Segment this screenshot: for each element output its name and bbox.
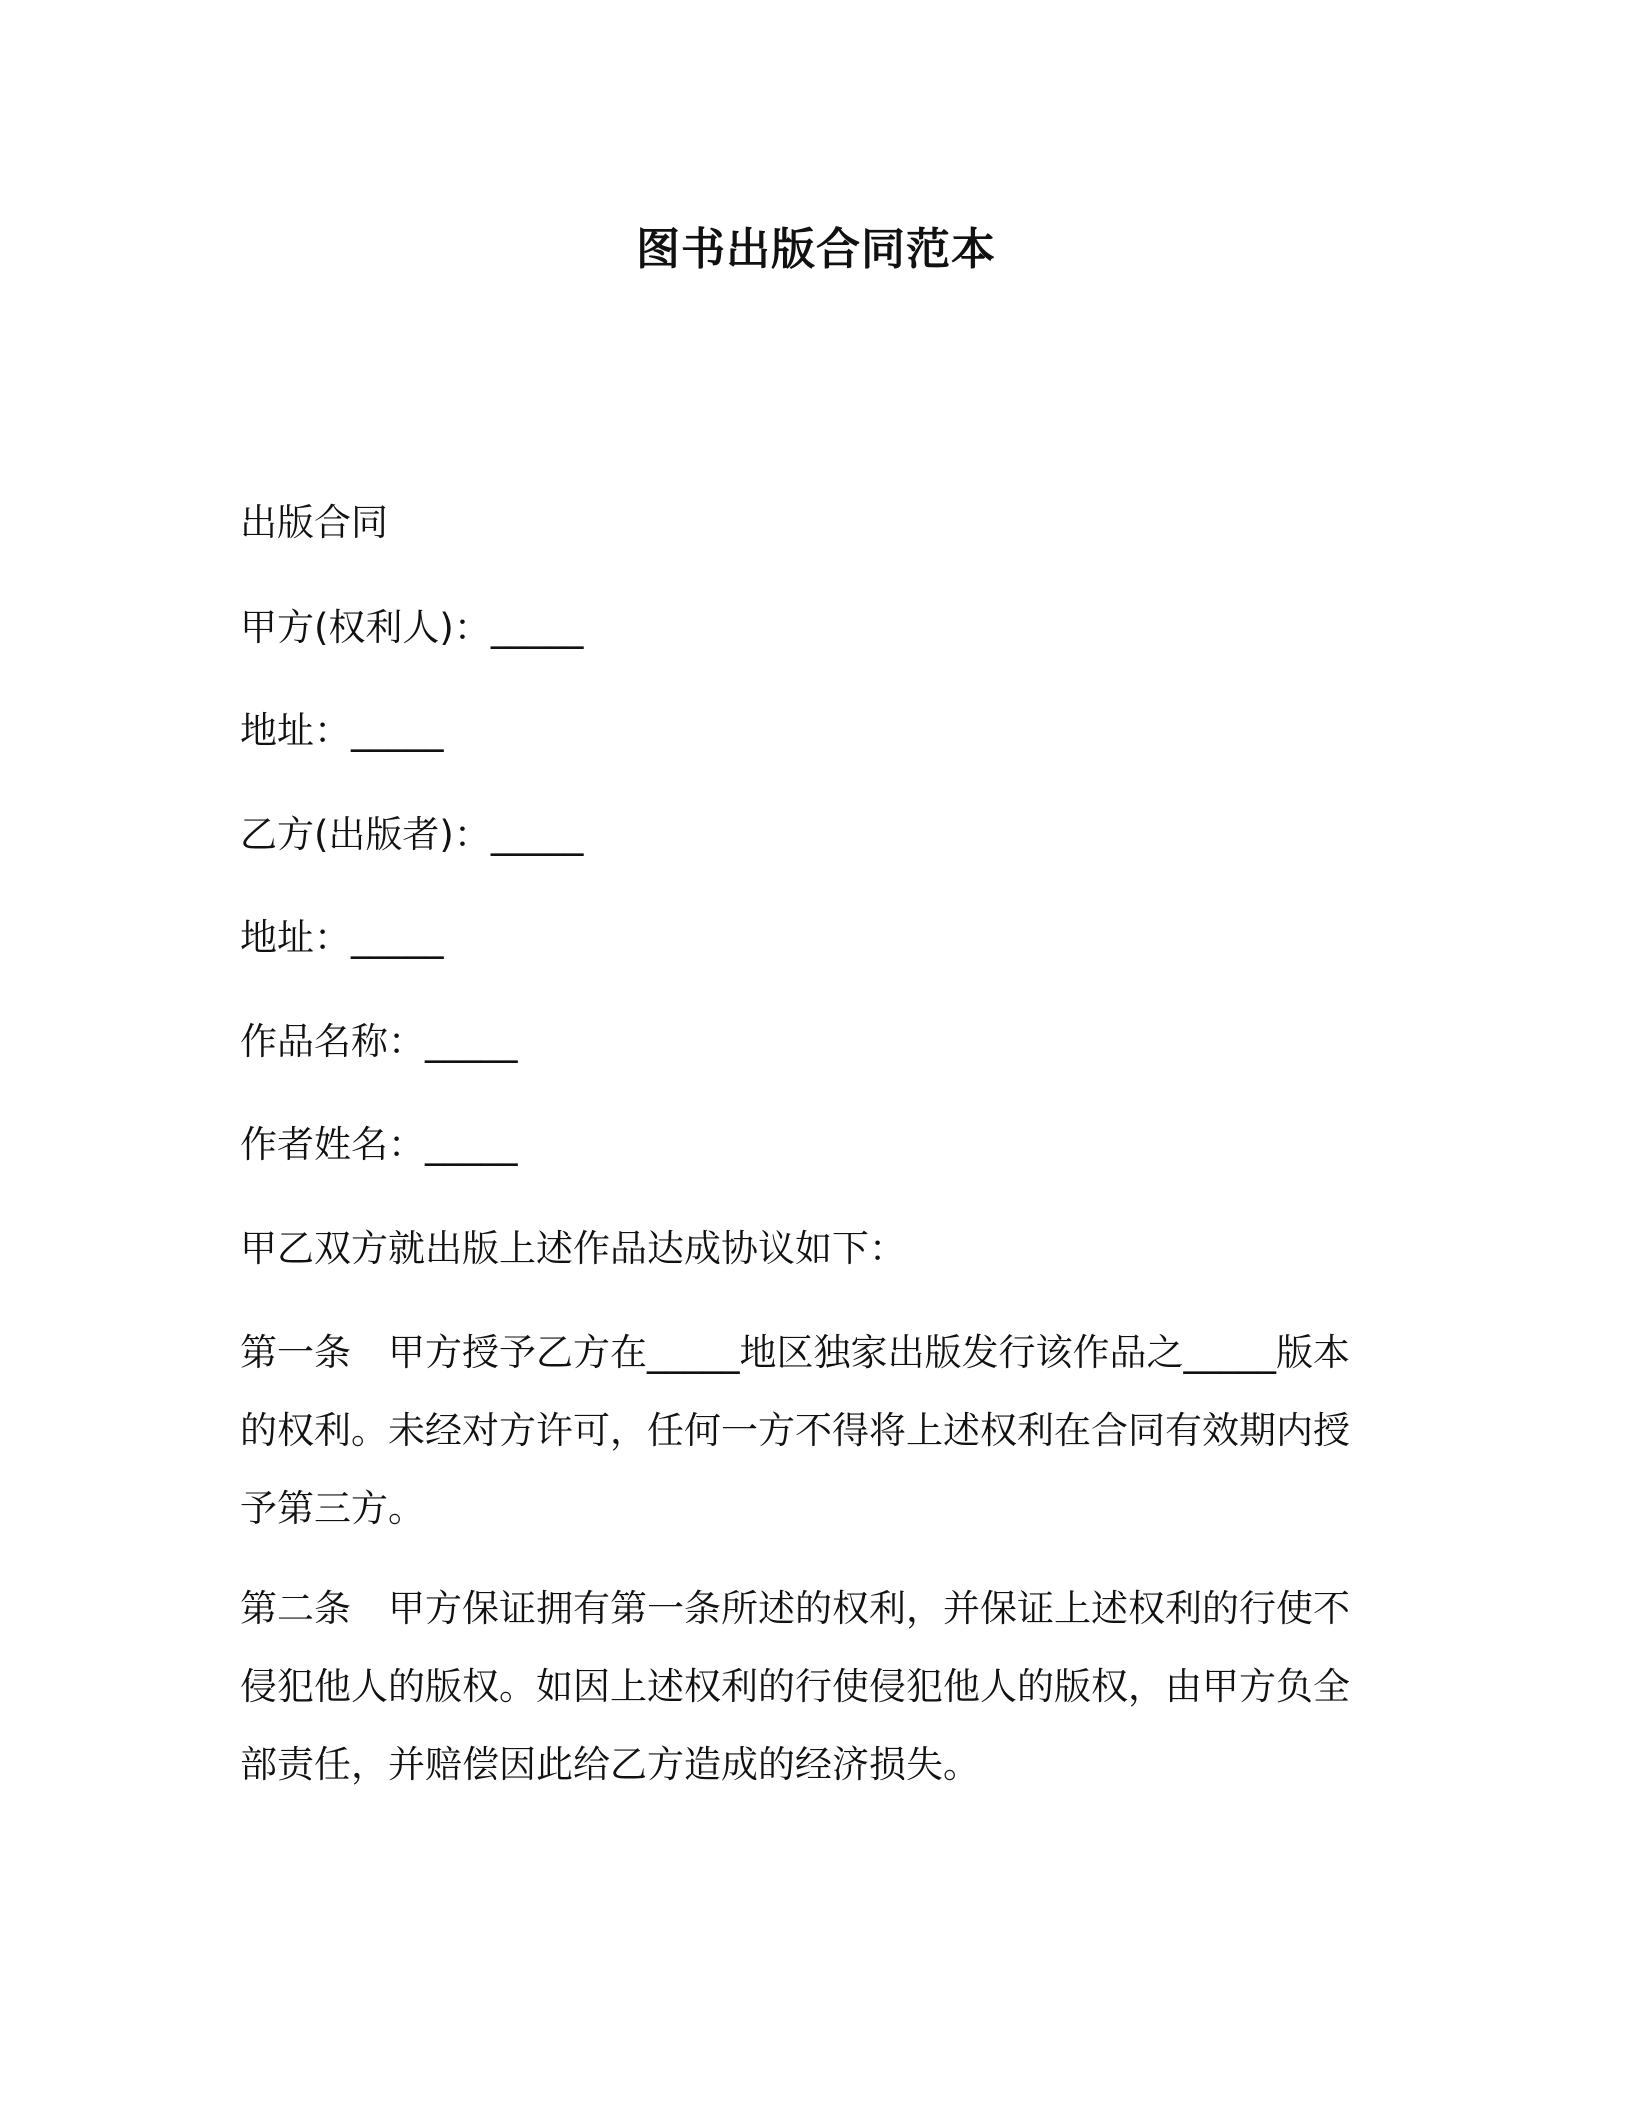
article-2-line-3: 部责任，并赔偿因此给乙方造成的经济损失。 xyxy=(240,1743,980,1786)
article-2-line-2: 侵犯他人的版权。如因上述权利的行使侵犯他人的版权，由甲方负全 xyxy=(240,1665,1350,1708)
party-a-field: 甲方(权利人)：_____ xyxy=(240,606,584,649)
article-1 xyxy=(240,1314,1410,1548)
work-title-field: 作品名称：_____ xyxy=(240,1020,518,1063)
agreement-intro: 甲乙双方就出版上述作品达成协议如下： xyxy=(240,1227,906,1270)
author-name-field: 作者姓名：_____ xyxy=(240,1123,518,1166)
section-heading: 出版合同 xyxy=(240,501,388,544)
document-title: 图书出版合同范本 xyxy=(636,224,996,275)
article-2 xyxy=(240,1570,1410,1804)
article-1-line-1: 第一条 甲方授予乙方在_____地区独家出版发行该作品之_____版本 xyxy=(240,1331,1350,1374)
article-1-line-3: 予第三方。 xyxy=(240,1487,425,1530)
party-a-address-field: 地址：_____ xyxy=(240,709,444,752)
article-1-line-2: 的权利。未经对方许可，任何一方不得将上述权利在合同有效期内授 xyxy=(240,1409,1350,1452)
party-b-field: 乙方(出版者)：_____ xyxy=(240,813,584,856)
party-b-address-field: 地址：_____ xyxy=(240,916,444,959)
article-2-line-1: 第二条 甲方保证拥有第一条所述的权利，并保证上述权利的行使不 xyxy=(240,1587,1350,1630)
